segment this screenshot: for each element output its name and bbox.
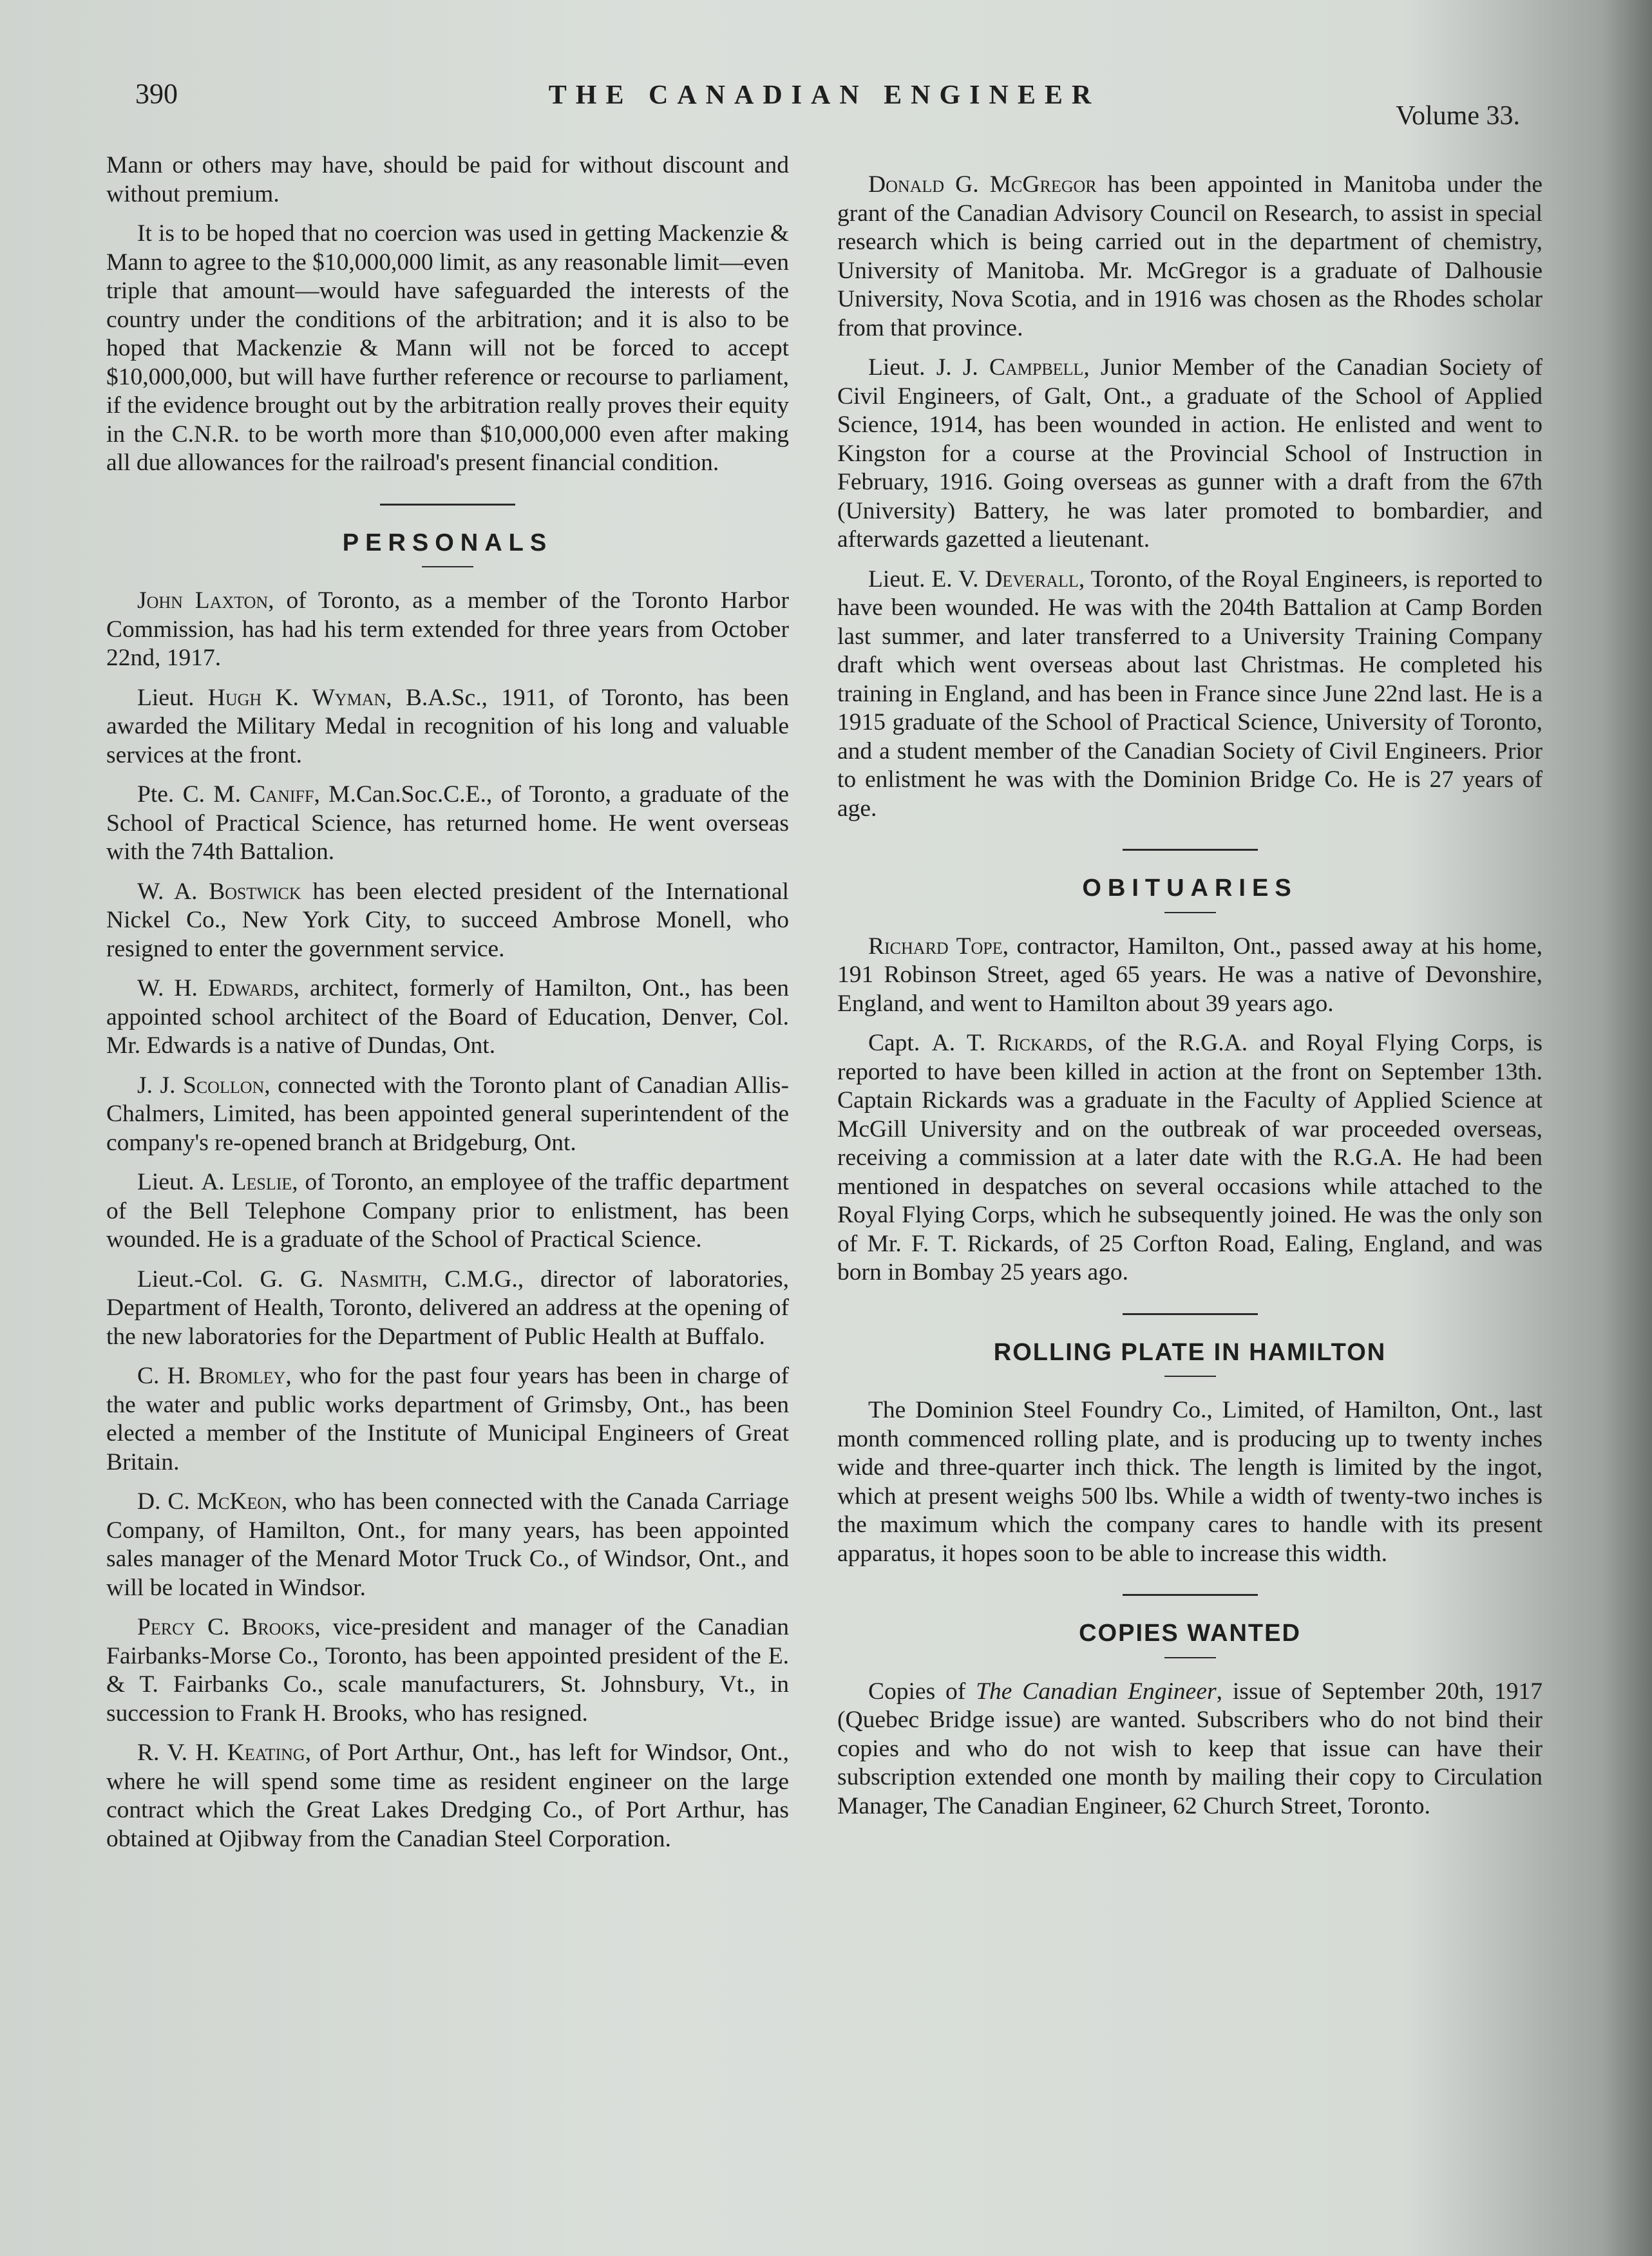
entry-text: , C.M.G., director of laboratories, Department of Health, Toronto, delivered an address at the opening of the new laboratories for the Department of Public Health at Buffalo. [106, 1265, 789, 1350]
section-divider [1123, 849, 1258, 851]
journal-name-italic: The Canadian Engineer [976, 1678, 1217, 1705]
obituary-entry [837, 1029, 1543, 1287]
personal-entry [106, 587, 789, 673]
entry-prefix: Lieut. [868, 565, 932, 592]
entry-text: , of Toronto, an employee of the traffic department of the Bell Telephone Company prior to enlistment, has been wounded. He is a graduate of the School of Practical Science. [106, 1169, 789, 1253]
personal-entry [106, 878, 789, 964]
entry-name: C. M. Caniff [182, 781, 314, 808]
entry-name: J. J. Scollon [137, 1072, 265, 1099]
entry-text: has been appointed in Manitoba under the grant of the Canadian Advisory Council on Research, to assist in special research which is being carried out in the department of chemistry, University of Manitoba. Mr. McGregor is a graduate of Dalhousie University, Nova Scotia, and in 1916 was chosen as the Rhodes scholar from that province. [837, 171, 1543, 341]
entry-name: W. A. Bostwick [137, 878, 301, 905]
entry-text: has been elected president of the International Nickel Co., New York City, to succeed Ambrose Monell, who resigned to enter the government service. [106, 878, 789, 962]
entry-text: , of the R.G.A. and Royal Flying Corps, is reported to have been killed in action at the front on September 13th. Captain Rickards was a graduate in the Faculty of Applied Science at McGill University and on the outbreak of war proceeded overseas, receiving a commission at a later date with the R.G.A. He had been mentioned in despatches on several occasions while attached to the Royal Flying Corps, which he subsequently joined. He was the only son of Mr. F. T. Rickards, of 25 Corfton Road, Ealing, England, and was born in Bombay 25 years ago. [837, 1030, 1543, 1285]
obituaries-list [837, 933, 1543, 1287]
heading-underline [1164, 1376, 1216, 1377]
entry-name: C. H. Bromley [137, 1363, 286, 1389]
entry-prefix: Capt. [868, 1030, 932, 1056]
entry-text: , connected with the Toronto plant of Canadian Allis-Chalmers, Limited, has been appointed general superintendent of the company's re-opened branch at Bridgeburg, Ont. [106, 1072, 789, 1156]
entry-prefix: Lieut.-Col. [137, 1265, 260, 1293]
entry-text: , who for the past four years has been in charge of the water and public works department of Grimsby, Ont., has been elected a member of the Institute of Municipal Engineers of Great Britain. [106, 1363, 789, 1475]
entry-text: , of Toronto, as a member of the Toronto Harbor Commission, has had his term extended for three years from October 22nd, 1917. [106, 587, 789, 671]
entry-name: John Laxton [137, 587, 269, 614]
copies-wanted-paragraph [837, 1678, 1543, 1821]
personals-heading: PERSONALS [342, 529, 553, 556]
rolling-plate-paragraph: The Dominion Steel Foundry Co., Limited, of Hamilton, Ont., last month commenced rolling plate, and is producing up to twenty inches wide and three-quarter inch thick. The length is limited by the ingot, which at present weighs 500 lbs. While a width of twenty-two inches is the maximum which the company cares to handle with its present apparatus, it hopes soon to be able to increase this width. [837, 1397, 1543, 1567]
copies-wanted-heading: COPIES WANTED [1079, 1620, 1301, 1647]
left-column [106, 151, 789, 1864]
entry-name: J. J. Campbell [936, 354, 1084, 381]
entry-prefix: Lieut. [137, 1169, 202, 1195]
entry-prefix: Lieut. [868, 354, 936, 381]
section-divider [1123, 1594, 1258, 1596]
heading-underline [1164, 912, 1216, 913]
rolling-plate-heading: ROLLING PLATE IN HAMILTON [993, 1338, 1387, 1366]
heading-underline [422, 566, 473, 567]
entry-name: W. H. Edwards [137, 975, 294, 1001]
personals-list [106, 587, 789, 1853]
volume-label: Volume 33. [1396, 101, 1520, 131]
entry-text: , Toronto, of the Royal Engineers, is reported to have been wounded. He was with the 204th Battalion at Camp Borden last summer, and later transferred to a University Training Company draft which went overseas about last Christmas. He completed his training in England, and has been in France since June 22nd last. He is a 1915 graduate of the School of Practical Science, University of Toronto, and a student member of the Canadian Society of Civil Engineers. Prior to enlistment he was with the Dominion Bridge Co. He is 27 years of age. [837, 565, 1543, 822]
page-header [129, 77, 1520, 129]
copies-lead: Copies of [868, 1678, 976, 1705]
personal-entry [837, 354, 1543, 555]
article-paragraph: It is to be hoped that no coercion was used in getting Mackenzie & Mann to agree to the $10,000,000 limit, as any reasonable limit—even triple that amount—would have safeguarded the interests of the country under the conditions of the arbitration; and it is also to be hoped that Mackenzie & Mann will not be forced to accept $10,000,000, but will have further reference or recourse to parliament, if the evidence brought out by the arbitration really proves their equity in the C.N.R. to be worth more than $10,000,000 even after making all due allowances for the railroad's present financial condition. [106, 220, 789, 476]
article-continuation: Mann or others may have, should be paid for without discount and without premium. [106, 152, 789, 207]
entry-name: E. V. Deverall [931, 565, 1079, 592]
entry-name: A. T. Rickards [931, 1030, 1087, 1056]
personal-entry [106, 1265, 789, 1352]
entry-prefix: Pte. [137, 781, 183, 808]
personal-entry [106, 974, 789, 1061]
journal-title: THE CANADIAN ENGINEER [548, 81, 1101, 110]
copies-text: , issue of September 20th, 1917 (Quebec Bridge issue) are wanted. Subscribers who do not bind their copies and who do not wish to keep that issue can have their subscription extended one month by mailing their copy to Circulation Manager, The Canadian Engineer, 62 Church Street, Toronto. [837, 1678, 1543, 1819]
entry-prefix: Lieut. [137, 684, 208, 711]
entry-text: , contractor, Hamilton, Ont., passed away at his home, 191 Robinson Street, aged 65 years. He was a native of Devonshire, England, and went to Hamilton about 39 years ago. [837, 933, 1543, 1017]
personal-entry [106, 684, 789, 770]
entry-text: , of Port Arthur, Ont., has left for Windsor, Ont., where he will spend some time as resident engineer on the large contract which the Great Lakes Dredging Co., of Port Arthur, has obtained at Ojibway from the Canadian Steel Corporation. [106, 1739, 789, 1852]
page-number: 390 [135, 78, 178, 109]
entry-text: , M.Can.Soc.C.E., of Toronto, a graduate of the School of Practical Science, has returned home. He went overseas with the 74th Battalion. [106, 781, 790, 865]
entry-text: , who has been connected with the Canada Carriage Company, of Hamilton, Ont., for many years, has been appointed sales manager of the Menard Motor Truck Co., of Windsor, Ont., and will be located in Windsor. [106, 1488, 789, 1601]
entry-text: , architect, formerly of Hamilton, Ont., has been appointed school architect of the Board of Education, Denver, Col. Mr. Edwards is a native of Dundas, Ont. [106, 975, 790, 1059]
entry-name: Donald G. McGregor [868, 171, 1097, 198]
entry-name: D. C. McKeon [137, 1488, 281, 1515]
personal-entry [106, 1362, 789, 1477]
personal-entry [106, 1488, 789, 1602]
entry-text: , Junior Member of the Canadian Society of Civil Engineers, of Galt, Ont., a graduate of the School of Applied Science, 1914, has been wounded in action. He enlisted and went to Kingston for a course at the Provincial School of Instruction in February, 1916. Going overseas as gunner with a draft from the 67th (University) Battery, he was later promoted to bombardier, and afterwards gazetted a lieutenant. [837, 354, 1543, 553]
personal-entry [106, 1613, 789, 1728]
entry-name: Percy C. Brooks [137, 1614, 315, 1640]
personal-entry [106, 1168, 789, 1255]
entry-text: , vice-president and manager of the Canadian Fairbanks-Morse Co., Toronto, has been appointed president of the E. & T. Fairbanks Co., scale manufacturers, St. Johnsbury, Vt., in succession to Frank H. Brooks, who has resigned. [106, 1614, 789, 1727]
section-divider [380, 504, 515, 506]
heading-underline [1164, 1657, 1216, 1658]
personal-entry [837, 565, 1543, 824]
personals-list-continued [837, 171, 1543, 823]
entry-name: G. G. Nasmith [260, 1265, 422, 1293]
personal-entry [106, 1739, 789, 1853]
entry-name: A. Leslie [201, 1169, 292, 1195]
right-column [837, 171, 1543, 1832]
personal-entry [837, 171, 1543, 343]
section-divider [1123, 1313, 1258, 1315]
personal-entry [106, 1072, 789, 1158]
entry-text: , B.A.Sc., 1911, of Toronto, has been awarded the Military Medal in recognition of his long and valuable services at the front. [106, 684, 790, 768]
obituaries-heading: OBITUARIES [1082, 875, 1298, 902]
personal-entry [106, 781, 789, 867]
entry-name: R. V. H. Keating [137, 1739, 305, 1766]
entry-name: Richard Tope [868, 933, 1003, 960]
obituary-entry [837, 933, 1543, 1019]
entry-name: Hugh K. Wyman [207, 684, 386, 711]
